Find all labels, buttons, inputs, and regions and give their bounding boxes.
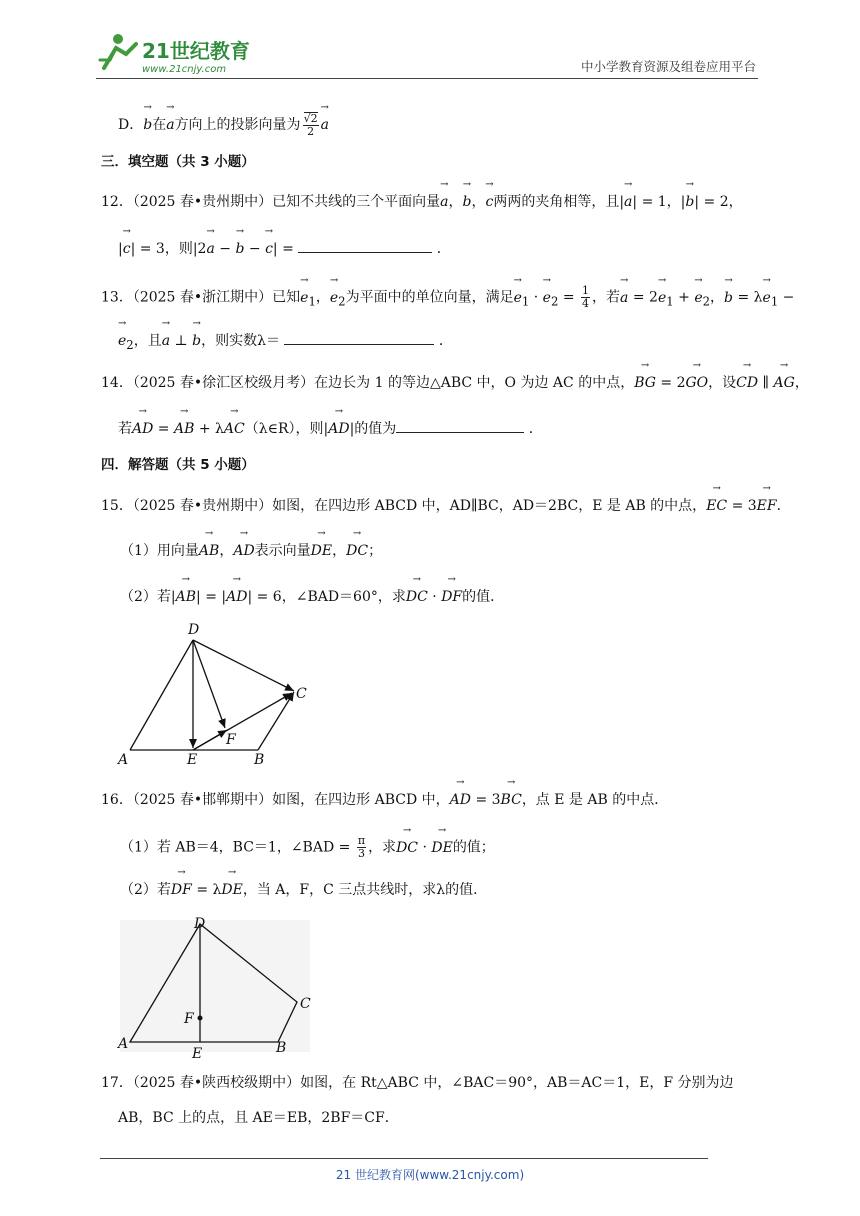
question-17-line-1: 17．（2025 春•陕西校级期中）如图，在 Rt△ABC 中，∠BAC＝90°，AB＝AC＝1，E，F 分别为边 bbox=[101, 1075, 734, 1091]
page-header bbox=[96, 30, 758, 79]
answer-blank[interactable] bbox=[396, 418, 524, 433]
logo-main-text: 21世纪教育 bbox=[142, 39, 250, 63]
vector-ef bbox=[193, 730, 227, 750]
question-15-part-2: （2）若|→ AB| = |→ AD| = 6，∠BAD＝60°，求→ DC · → DF的值． bbox=[120, 587, 504, 607]
question-15-line-1: 15．（2025 春•贵州期中）如图，在四边形 ABCD 中，AD∥BC，AD＝2BC，E 是 AB 的中点，→ EC = 3→ EF． bbox=[101, 496, 791, 516]
fraction: $\frac{√2}{2}$ bbox=[303, 112, 318, 138]
footer-divider bbox=[100, 1158, 708, 1159]
question-14-line-1: 14．（2025 春•徐汇区校级月考）在边长为 1 的等边△ABC 中，O 为边 AC 的中点，→ BG = 2→ GO，设→ CD ∥ → AG， bbox=[101, 373, 809, 393]
question-14-line-2: 若→ AD = → AB + λ→ AC（λ∈R），则|→ AD|的值为 ． bbox=[118, 418, 543, 439]
segment-ad bbox=[130, 640, 193, 750]
label-a: A bbox=[118, 752, 129, 768]
label-c: C bbox=[300, 996, 311, 1012]
label-f: F bbox=[184, 1011, 194, 1027]
question-12-line-1: 12．（2025 春•贵州期中）已知不共线的三个平面向量→ a，→ b，→ c两两的夹角相等，且|→ a| = 1，|→ b| = 2， bbox=[101, 192, 743, 212]
figure-16 bbox=[112, 912, 312, 1062]
question-13-line-2: → $e_2$，且→ a ⊥ → b，则实数λ＝ ． bbox=[118, 330, 453, 355]
section-answer-title: 四．解答题（共 5 小题） bbox=[101, 457, 255, 473]
footer-link[interactable]: 21 世纪教育网(www.21cnjy.com) bbox=[335, 1168, 525, 1182]
site-logo bbox=[96, 30, 266, 76]
fraction: $\frac{1}{4}$ bbox=[582, 284, 590, 310]
option-d: D．→ b在→ a方向上的投影向量为 $\frac{√2}{2}$ → a bbox=[118, 112, 329, 138]
question-17-line-2: AB，BC 上的点，且 AE＝EB，2BF＝CF． bbox=[118, 1110, 399, 1126]
label-a: A bbox=[118, 1036, 129, 1052]
label-b: B bbox=[254, 752, 265, 768]
label-d: D bbox=[188, 622, 200, 638]
answer-blank[interactable] bbox=[298, 238, 432, 253]
question-16-part-1: （1）若 AB＝4，BC＝1，∠BAD = $\frac{\pi}{3}$ ，求→ DC · → DE的值； bbox=[120, 835, 495, 860]
answer-blank[interactable] bbox=[284, 330, 434, 345]
figure-background bbox=[120, 920, 310, 1052]
logo-sub-text: www.21cnjy.com bbox=[142, 64, 227, 75]
question-16-line-1: 16．（2025 春•邯郸期中）如图，在四边形 ABCD 中，→ AD = 3→ BC，点 E 是 AB 的中点． bbox=[101, 790, 668, 810]
section-fill-in-title: 三．填空题（共 3 小题） bbox=[101, 154, 255, 170]
point-f bbox=[198, 1016, 203, 1021]
label-e: E bbox=[192, 1046, 203, 1062]
segment-bc bbox=[258, 692, 294, 750]
label-d: D bbox=[194, 916, 206, 932]
fraction: $\frac{\pi}{3}$ bbox=[357, 834, 366, 860]
label-c: C bbox=[296, 686, 307, 702]
label-e: E bbox=[187, 752, 198, 768]
question-16-part-2: （2）若→ DF = λ→ DE，当 A，F，C 三点共线时，求λ的值． bbox=[120, 880, 487, 900]
label-b: B bbox=[276, 1040, 287, 1056]
question-15-part-1: （1）用向量→ AB，→ AD表示向量→ DE，→ DC； bbox=[120, 541, 382, 561]
label-f: F bbox=[226, 732, 236, 748]
header-platform-text: 中小学教育资源及组卷应用平台 bbox=[580, 59, 756, 74]
figure-15 bbox=[112, 618, 312, 768]
question-13-line-1: 13．（2025 春•浙江期中）已知→ $e_1$，→ $e_2$为平面中的单位向量，满足→ $e_1$ · → $e_2$ = $\frac{1}{4}$ ，若→ $a = 2\to e_1$ + → $e_2$，→ $b = \lambda\to e_1$ − bbox=[101, 285, 794, 311]
question-12-line-2: |→ c| = 3，则|2→ a − → b − → c| = ． bbox=[118, 238, 451, 259]
